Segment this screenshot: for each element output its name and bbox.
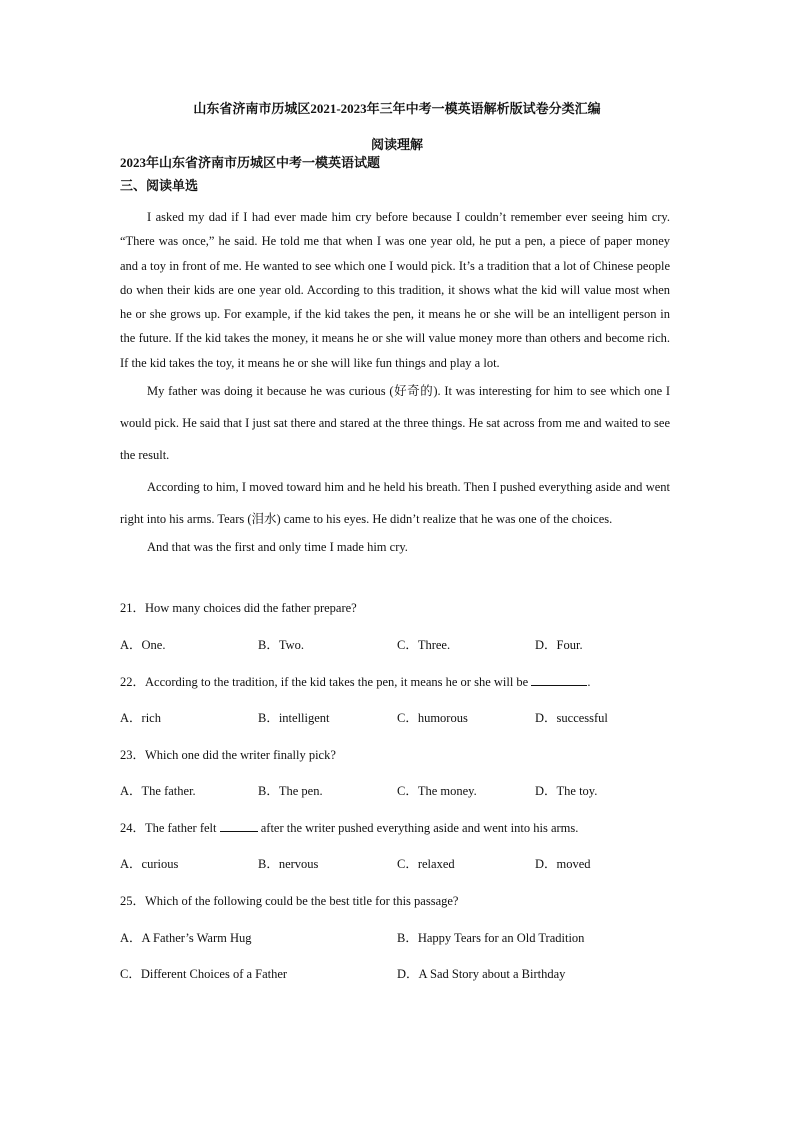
answer-blank xyxy=(220,819,258,832)
question-24-stem-text: 24．The father felt xyxy=(120,821,217,835)
question-25-option-a[interactable]: A．A Father’s Warm Hug xyxy=(120,931,252,945)
question-25-option-b[interactable]: B．Happy Tears for an Old Tradition xyxy=(397,931,585,945)
question-25-option-c[interactable]: C．Different Choices of a Father xyxy=(120,967,288,981)
question-21-stem: 21．How many choices did the father prepare? xyxy=(120,601,357,615)
question-22-stem-end: . xyxy=(587,675,591,689)
question-22-option-a[interactable]: A．rich xyxy=(120,711,161,725)
question-21-option-a[interactable]: A．One. xyxy=(120,638,166,652)
question-22-option-c[interactable]: C．humorous xyxy=(397,711,468,725)
question-23-stem: 23．Which one did the writer finally pick? xyxy=(120,748,336,762)
question-24-stem xyxy=(120,818,680,836)
question-25-stem: 25．Which of the following could be the best title for this passage? xyxy=(120,894,459,908)
passage-paragraph-3: According to him, I moved toward him and he held his breath. Then I pushed everything aside and went right into his arms. Tears (泪水) came to his eyes. He didn’t realize that he was one of the choices. xyxy=(120,480,670,527)
question-22-options xyxy=(120,708,680,728)
question-23-options xyxy=(120,781,680,801)
question-25-option-d[interactable]: D．A Sad Story about a Birthday xyxy=(397,967,566,981)
question-21-options xyxy=(120,635,680,655)
document-subtitle: 阅读理解 xyxy=(370,137,423,152)
passage-paragraph-2: My father was doing it because he was curious (好奇的). It was interesting for him to see which one I would pick. He said that I just sat there and stared at the three things. He sat across from me and waited to see the result. xyxy=(120,384,670,463)
question-23-option-a[interactable]: A．The father. xyxy=(120,784,196,798)
question-21-option-c[interactable]: C．Three. xyxy=(397,638,451,652)
question-24-option-d[interactable]: D．moved xyxy=(535,857,591,871)
passage-paragraph-4: And that was the first and only time I made him cry. xyxy=(147,540,408,555)
question-23-option-c[interactable]: C．The money. xyxy=(397,784,477,798)
question-22-option-d[interactable]: D．successful xyxy=(535,711,608,725)
exam-heading: 2023年山东省济南市历城区中考一模英语试题 xyxy=(120,155,381,170)
question-21-option-d[interactable]: D．Four. xyxy=(535,638,583,652)
section-heading: 三、阅读单选 xyxy=(120,178,199,193)
question-21-option-b[interactable]: B．Two. xyxy=(258,638,305,652)
question-23-option-d[interactable]: D．The toy. xyxy=(535,784,598,798)
question-24-stem-end: after the writer pushed everything aside and went into his arms. xyxy=(260,821,579,835)
question-24-option-b[interactable]: B．nervous xyxy=(258,857,319,871)
question-25-options-row-2 xyxy=(120,964,680,984)
question-22-option-b[interactable]: B．intelligent xyxy=(258,711,330,725)
reading-passage xyxy=(120,205,670,559)
question-24-options xyxy=(120,854,680,874)
question-25-options-row-1 xyxy=(120,928,680,948)
passage-paragraph-1: I asked my dad if I had ever made him cry before because I couldn’t remember ever seeing him cry. “There was once,” he said. He told me that when I was one year old, he put a pen, a piece of paper money and a toy in front of me. He wanted to see which one I would pick. It’s a tradition that a lot of Chinese people do when their kids are one year old. According to this tradition, it shows what the kid will value most when he or she grows up. For example, if the kid takes the pen, it means he or she will be an intelligent person in the future. If the kid takes the money, it means he or she will value money more than others and become rich. If the kid takes the toy, it means he or she will like fun things and play a lot. xyxy=(120,210,670,370)
document-title: 山东省济南市历城区2021-2023年三年中考一模英语解析版试卷分类汇编 xyxy=(193,101,601,116)
question-23-option-b[interactable]: B．The pen. xyxy=(258,784,323,798)
question-22-stem xyxy=(120,672,680,690)
question-22-stem-text: 22．According to the tradition, if the kid takes the pen, it means he or she will be xyxy=(120,675,529,689)
question-24-option-a[interactable]: A．curious xyxy=(120,857,179,871)
question-24-option-c[interactable]: C．relaxed xyxy=(397,857,455,871)
answer-blank xyxy=(531,673,587,686)
